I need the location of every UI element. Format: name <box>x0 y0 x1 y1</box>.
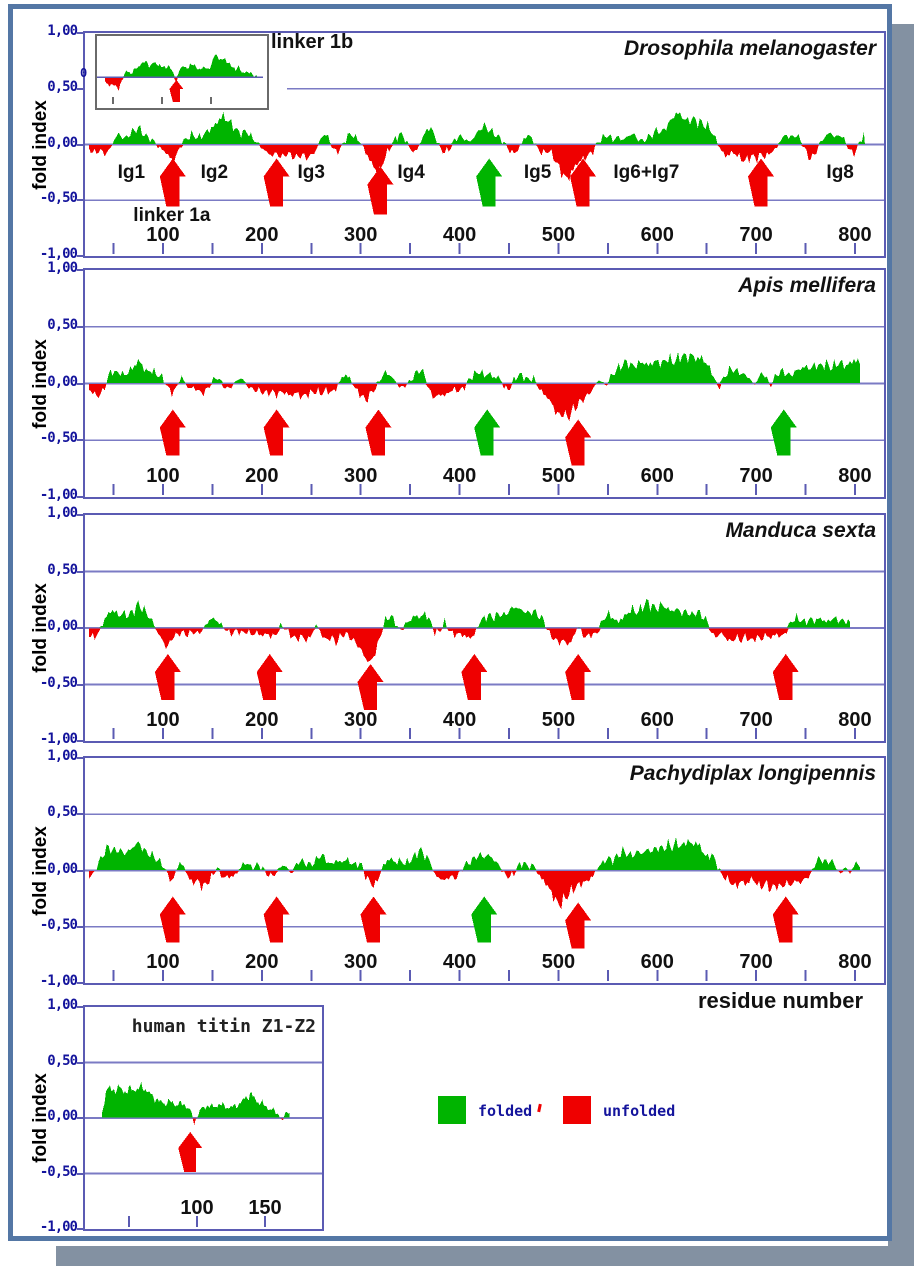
y-tick-label: 0,50 <box>47 78 77 95</box>
y-axis-label: fold index <box>30 99 51 190</box>
y-axis-label: fold index <box>30 583 51 673</box>
x-tick-label: 500 <box>541 709 576 731</box>
panel-title: Drosophila melanogaster <box>623 37 876 60</box>
x-tick-label: 500 <box>541 951 576 973</box>
y-tick-mark <box>77 144 85 146</box>
domain-label-ig6+ig7: Ig6+Ig7 <box>613 161 680 183</box>
y-tick-mark <box>77 627 85 629</box>
y-tick-label: 1,00 <box>47 997 77 1013</box>
x-tick-label: 300 <box>343 951 378 973</box>
x-tick-label: 800 <box>838 709 872 731</box>
y-tick-mark <box>77 982 85 984</box>
panel-title: human titin Z1-Z2 <box>131 1016 316 1037</box>
y-tick-mark <box>77 199 85 201</box>
y-tick-label: -1,00 <box>39 246 77 262</box>
y-axis-label: fold index <box>30 1073 51 1163</box>
y-tick-mark <box>77 926 85 928</box>
y-tick-label: 0,00 <box>47 1108 77 1124</box>
unfolded-swatch <box>563 1096 591 1124</box>
y-tick-mark <box>77 88 85 90</box>
linker-1a-label: linker 1a <box>133 204 211 226</box>
y-tick-mark <box>77 684 85 686</box>
x-tick-label: 300 <box>343 224 378 246</box>
x-tick-label: 200 <box>245 951 279 973</box>
y-tick-mark <box>77 269 85 271</box>
y-tick-label: 0,50 <box>47 1052 77 1069</box>
linker-1b-inset <box>80 34 269 110</box>
y-tick-label: 0,00 <box>47 373 77 390</box>
y-tick-mark <box>77 571 85 573</box>
fold-index-plot <box>85 515 884 741</box>
x-tick-label: 700 <box>739 709 773 731</box>
x-tick-label: 100 <box>180 1197 214 1219</box>
x-tick-label: 400 <box>442 709 477 731</box>
y-tick-label: 0,00 <box>47 134 77 151</box>
inset-zero-label: 0 <box>80 66 88 80</box>
domain-label-ig8: Ig8 <box>826 161 854 183</box>
x-axis-label: residue number <box>698 988 864 1013</box>
y-tick-label: 1,00 <box>47 260 77 276</box>
fold-index-plot <box>85 270 884 497</box>
y-tick-label: -0,50 <box>39 1163 77 1180</box>
panel-manduca-sexta <box>30 505 886 747</box>
y-tick-mark <box>77 1006 85 1008</box>
x-tick-label: 400 <box>442 465 477 487</box>
x-tick-label: 300 <box>343 465 378 487</box>
linker-1b-label: linker 1b <box>271 31 354 53</box>
y-tick-mark <box>77 1173 85 1175</box>
y-tick-label: -0,50 <box>39 430 77 447</box>
drop-shadow-bottom <box>56 1246 914 1266</box>
panel-title: Manduca sexta <box>725 519 876 542</box>
domain-label-ig3: Ig3 <box>297 161 325 183</box>
unfolded-label: unfolded <box>603 1102 676 1120</box>
y-tick-label: -0,50 <box>39 674 77 691</box>
panel-apis-mellifera <box>30 260 886 503</box>
y-tick-mark <box>77 326 85 328</box>
panel-drosophila-melanogaster <box>30 23 886 262</box>
legend <box>438 1096 738 1126</box>
x-tick-label: 100 <box>146 709 180 731</box>
y-tick-label: 1,00 <box>47 505 77 521</box>
y-tick-label: -0,50 <box>39 190 77 207</box>
domain-label-ig1: Ig1 <box>117 161 146 183</box>
y-tick-label: -1,00 <box>39 731 77 747</box>
y-tick-mark <box>77 1228 85 1230</box>
y-tick-mark <box>77 383 85 385</box>
y-tick-label: -1,00 <box>39 973 77 989</box>
y-axis-label: fold index <box>30 338 51 429</box>
y-tick-mark <box>77 255 85 257</box>
panel-title: Apis mellifera <box>738 274 876 297</box>
x-tick-label: 800 <box>838 465 872 487</box>
fold-index-plot <box>85 1007 322 1229</box>
x-tick-label: 500 <box>541 224 576 246</box>
y-tick-mark <box>77 514 85 516</box>
x-tick-label: 700 <box>739 951 773 973</box>
inset-fold-index-plot <box>97 36 263 104</box>
domain-label-ig4: Ig4 <box>397 161 425 183</box>
y-axis-label: fold index <box>30 825 51 916</box>
y-tick-label: 0,50 <box>47 316 77 333</box>
y-tick-mark <box>77 870 85 872</box>
folded-label: folded <box>478 1102 533 1120</box>
x-tick-label: 600 <box>640 951 674 973</box>
y-tick-label: -1,00 <box>39 1219 77 1235</box>
y-tick-label: 1,00 <box>47 23 77 39</box>
y-tick-mark <box>77 439 85 441</box>
x-tick-label: 600 <box>640 709 674 731</box>
y-tick-mark <box>77 740 85 742</box>
x-tick-label: 300 <box>343 709 378 731</box>
y-tick-label: -0,50 <box>39 916 77 933</box>
x-tick-label: 200 <box>245 224 279 246</box>
y-tick-mark <box>77 813 85 815</box>
x-tick-label: 600 <box>640 224 674 246</box>
y-tick-mark <box>77 496 85 498</box>
x-tick-label: 800 <box>838 951 872 973</box>
folded-swatch <box>438 1096 466 1124</box>
x-tick-label: 500 <box>541 465 576 487</box>
domain-label-ig5: Ig5 <box>523 161 552 183</box>
x-tick-label: 400 <box>442 951 477 973</box>
x-tick-label: 700 <box>739 465 773 487</box>
x-tick-label: 200 <box>245 465 279 487</box>
x-tick-label: 100 <box>146 224 180 246</box>
panel-pachydiplax-longipennis <box>30 748 886 989</box>
x-tick-label: 100 <box>146 465 180 487</box>
fold-index-plot <box>85 758 884 983</box>
x-tick-label: 400 <box>442 224 477 246</box>
stray-mark <box>537 1104 542 1112</box>
domain-label-ig2: Ig2 <box>200 161 229 183</box>
y-tick-mark <box>77 32 85 34</box>
x-tick-label: 100 <box>146 951 180 973</box>
x-tick-label: 800 <box>838 224 872 246</box>
y-tick-label: 0,50 <box>47 804 77 821</box>
y-tick-label: -1,00 <box>39 487 77 503</box>
x-tick-label: 200 <box>245 709 279 731</box>
y-tick-label: 0,00 <box>47 618 77 634</box>
panel-title: Pachydiplax longipennis <box>629 762 876 785</box>
y-tick-mark <box>77 757 85 759</box>
x-tick-label: 700 <box>739 224 773 246</box>
y-tick-label: 0,50 <box>47 561 77 578</box>
y-tick-label: 0,00 <box>47 860 77 877</box>
x-tick-label: 600 <box>640 465 674 487</box>
x-tick-label: 150 <box>248 1197 282 1219</box>
y-tick-mark <box>77 1117 85 1119</box>
y-tick-mark <box>77 1062 85 1064</box>
panel-human-titin-z1-z2 <box>30 997 324 1235</box>
y-tick-label: 1,00 <box>47 748 77 764</box>
